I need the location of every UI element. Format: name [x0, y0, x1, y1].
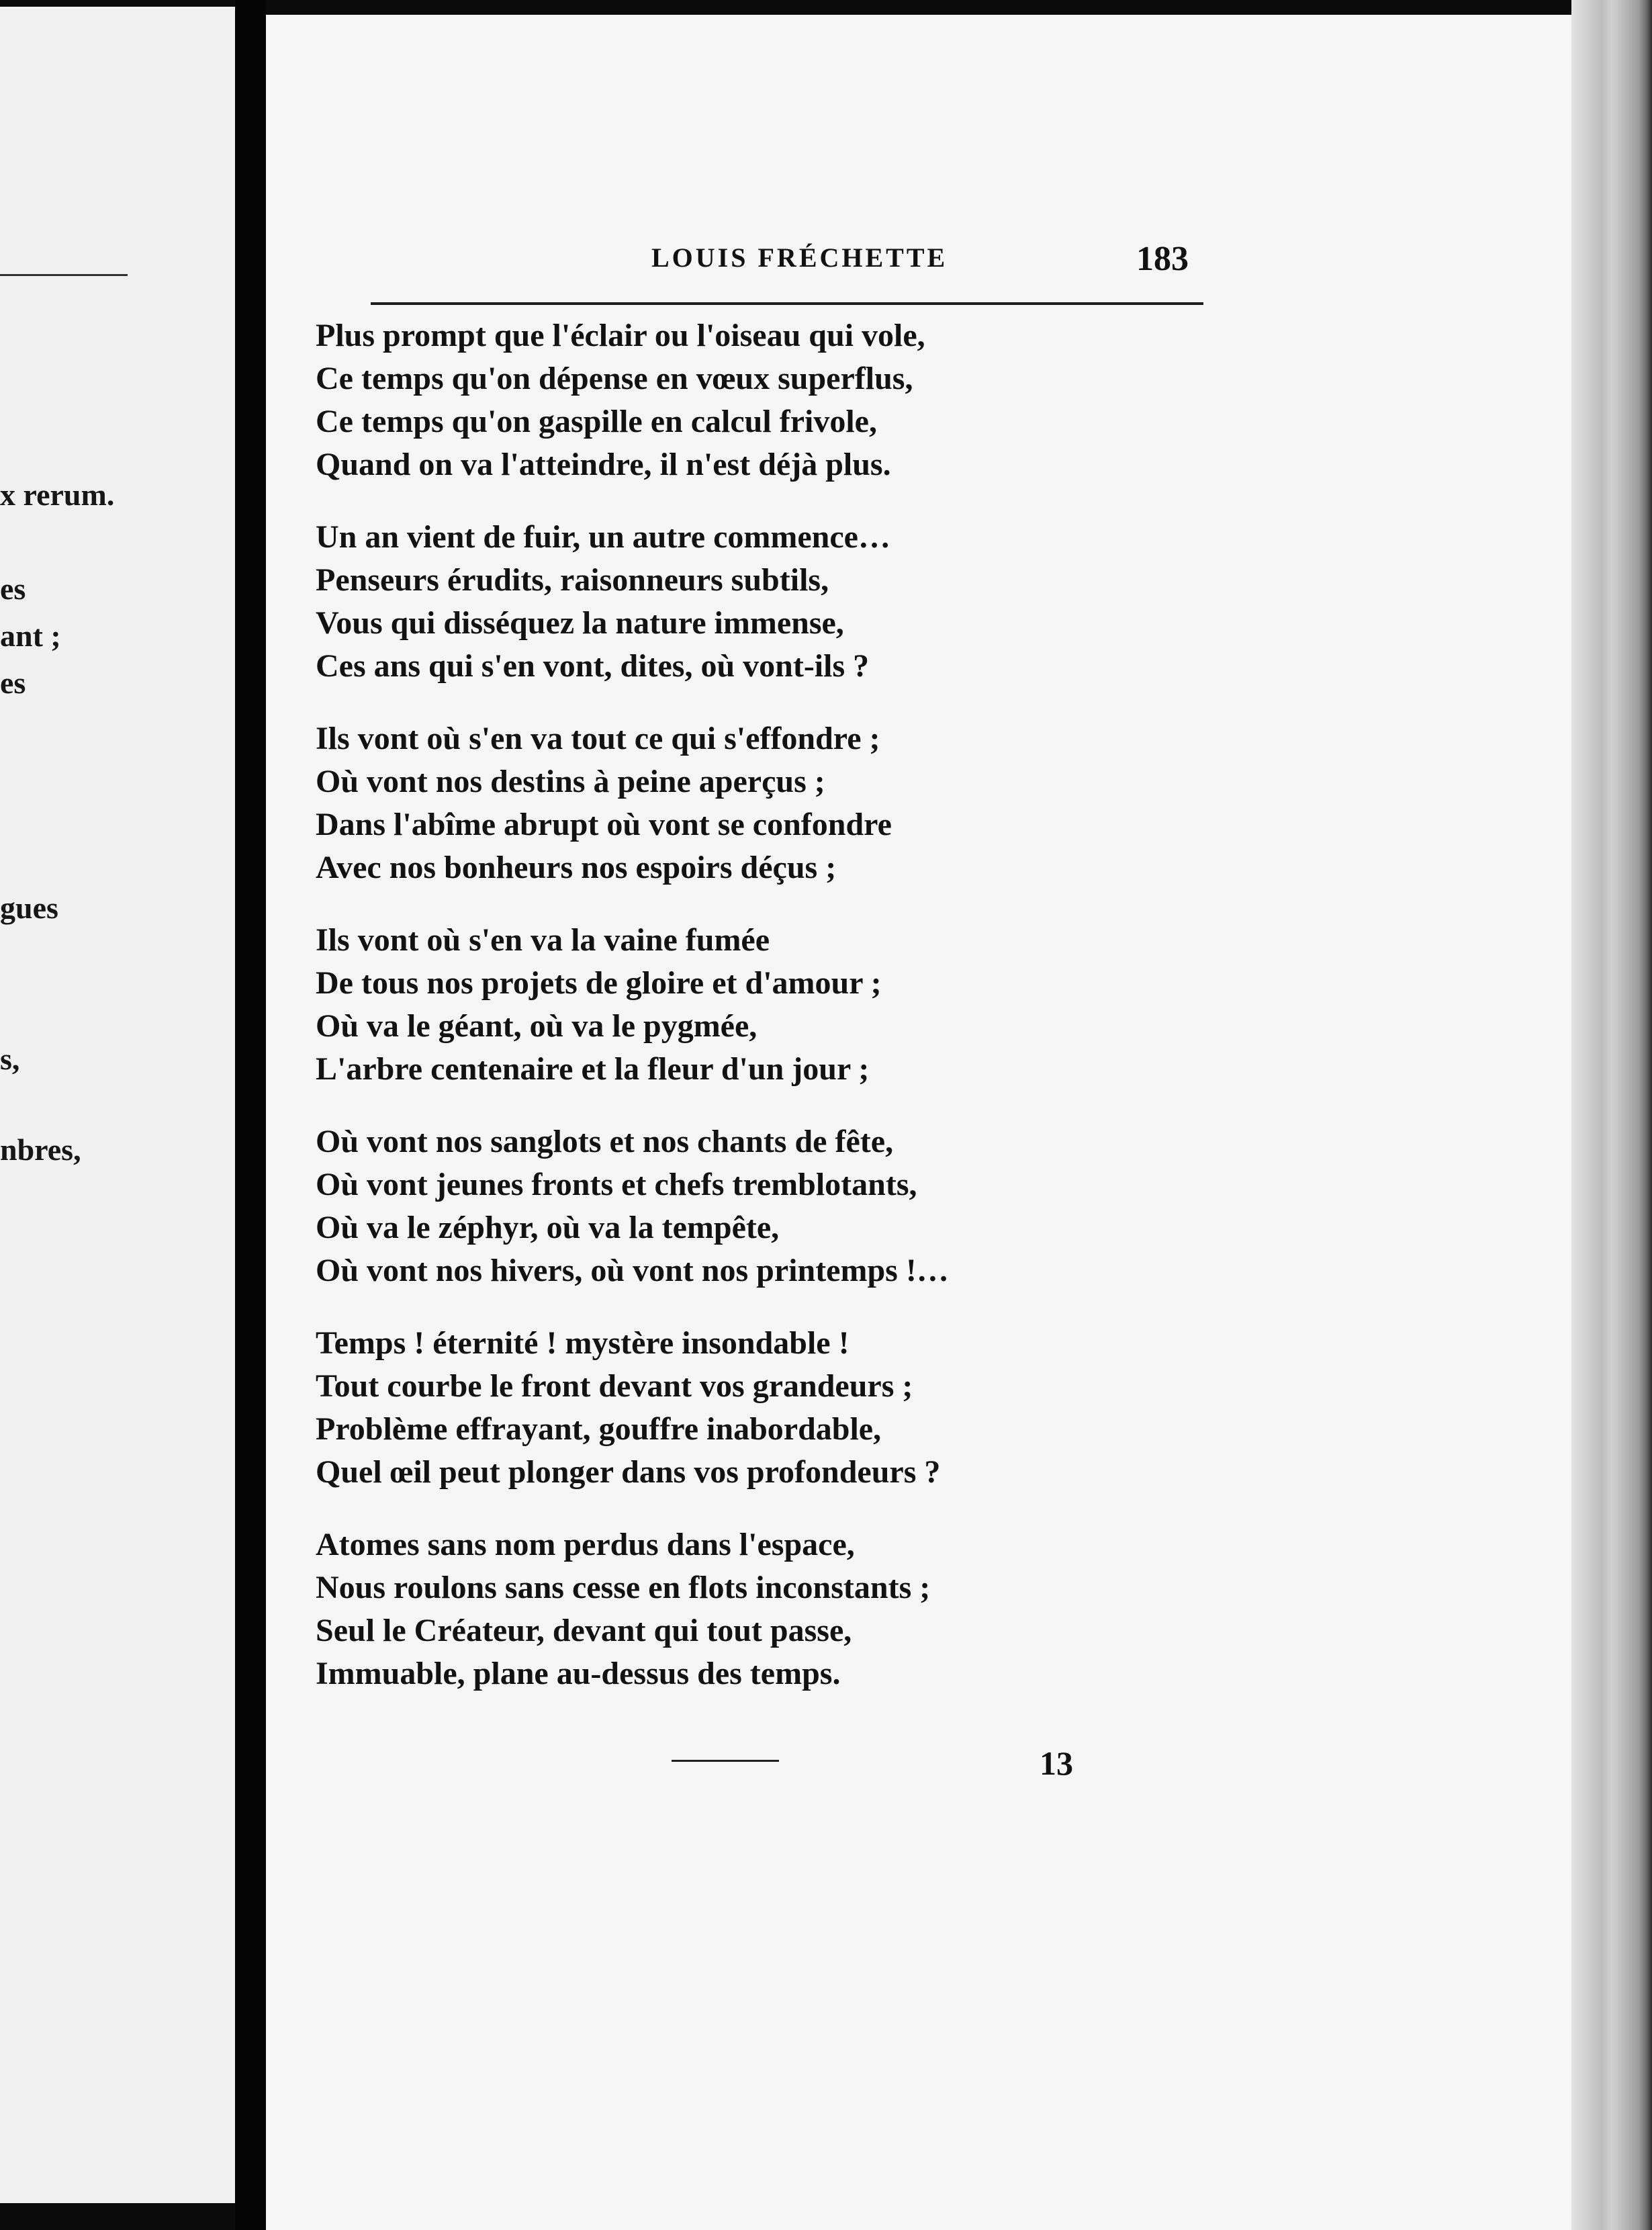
verse-line: Ces ans qui s'en vont, dites, où vont-ils ? [316, 648, 870, 684]
verse-line: Où vont jeunes fronts et chefs tremblotants, [316, 1167, 917, 1202]
verse-line: Dans l'abîme abrupt où vont se confondre [316, 807, 892, 842]
stanza [316, 717, 1148, 889]
page-number: 183 [1136, 240, 1189, 278]
verse-line: Atomes sans nom perdus dans l'espace, [316, 1527, 855, 1562]
verse-line: Quel œil peut plonger dans vos profondeurs ? [316, 1454, 941, 1490]
verse-line: Ils vont où s'en va la vaine fumée [316, 922, 770, 958]
left-page-fragment: es [0, 666, 26, 700]
left-page-fragment: nbres, [0, 1132, 81, 1167]
verse-line: De tous nos projets de gloire et d'amour ; [316, 965, 882, 1001]
poem-body [316, 314, 1148, 1725]
stanza [316, 1120, 1148, 1292]
verse-line: Où va le géant, où va le pygmée, [316, 1008, 758, 1044]
verse-line: Temps ! éternité ! mystère insondable ! [316, 1325, 850, 1361]
stanza [316, 516, 1148, 688]
end-rule [672, 1760, 779, 1762]
verse-line: Nous roulons sans cesse en flots inconstants ; [316, 1570, 931, 1605]
verse-line: Plus prompt que l'éclair ou l'oiseau qui vole, [316, 318, 925, 353]
book-gutter [235, 0, 266, 2230]
left-page-fragment: es [0, 572, 26, 606]
left-page-fragment: ant ; [0, 619, 61, 653]
verse-line: Ce temps qu'on dépense en vœux superflus, [316, 361, 913, 396]
page-edge-stack [1571, 0, 1652, 2230]
stanza [316, 1322, 1148, 1494]
left-page [0, 7, 235, 2203]
verse-line: Vous qui disséquez la nature immense, [316, 605, 844, 641]
verse-line: Où va le zéphyr, où va la tempête, [316, 1210, 780, 1245]
verse-line: Penseurs érudits, raisonneurs subtils, [316, 562, 829, 598]
verse-line: Quand on va l'atteindre, il n'est déjà plus. [316, 447, 891, 482]
left-page-fragment: gues [0, 891, 58, 925]
page-header [383, 242, 1202, 282]
left-page-rule [0, 274, 128, 276]
verse-line: Tout courbe le front devant vos grandeurs ; [316, 1368, 913, 1404]
verse-line: Où vont nos sanglots et nos chants de fête, [316, 1124, 894, 1159]
verse-line: Seul le Créateur, devant qui tout passe, [316, 1613, 852, 1648]
stanza [316, 1523, 1148, 1695]
verse-line: Un an vient de fuir, un autre commence… [316, 519, 890, 555]
verse-line: Immuable, plane au-dessus des temps. [316, 1656, 841, 1691]
verse-line: Où vont nos hivers, où vont nos printemps !… [316, 1253, 949, 1288]
verse-line: Problème effrayant, gouffre inabordable, [316, 1411, 882, 1447]
running-title: LOUIS FRÉCHETTE [651, 242, 948, 273]
stanza [316, 314, 1148, 486]
stanza [316, 919, 1148, 1091]
verse-line: Ils vont où s'en va tout ce qui s'effondre ; [316, 721, 880, 756]
verse-line: Avec nos bonheurs nos espoirs déçus ; [316, 850, 837, 885]
signature-mark: 13 [1040, 1744, 1073, 1782]
header-rule [371, 302, 1203, 305]
left-page-fragment: s, [0, 1042, 20, 1076]
left-page-fragment: x rerum. [0, 478, 115, 512]
verse-line: L'arbre centenaire et la fleur d'un jour ; [316, 1051, 870, 1087]
verse-line: Où vont nos destins à peine aperçus ; [316, 764, 825, 799]
verse-line: Ce temps qu'on gaspille en calcul frivole, [316, 404, 877, 439]
